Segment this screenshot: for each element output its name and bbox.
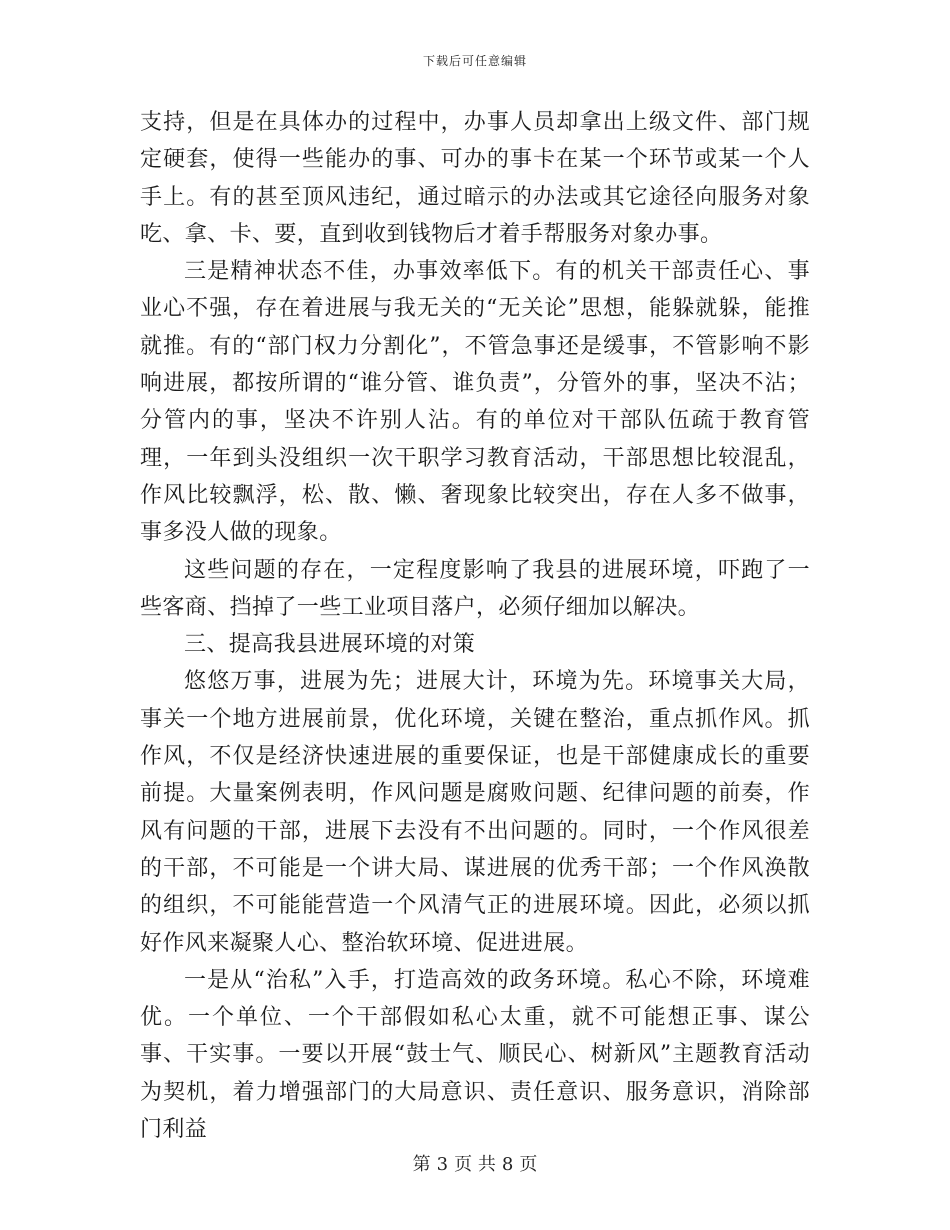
paragraph-1: 支持，但是在具体办的过程中，办事人员却拿出上级文件、部门规定硬套，使得一些能办的事、可办的事卡在某一个环节或某一个人手上。有的甚至顶风违纪，通过暗示的办法或其它途径向服务对象吃、拿、卡、要，直到收到钱物后才着手帮服务对象办事。 (140, 110, 810, 247)
page-number (0, 1154, 950, 1176)
section-heading: 三、提高我县进展环境的对策 (184, 632, 476, 658)
paragraph-4: 悠悠万事，进展为先；进展大计，环境为先。环境事关大局，事关一个地方进展前景，优化环境，关键在整治，重点抓作风。抓作风，不仅是经济快速进展的重要保证，也是干部健康成长的重要前提。大量案例表明，作风问题是腐败问题、纪律问题的前奏，作风有问题的干部，进展下去没有不出问题的。同时，一个作风很差的干部，不可能是一个讲大局、谋进展的优秀干部；一个作风涣散的组织，不可能能营造一个风清气正的进展环境。因此，必须以抓好作风来凝聚人心、整治软环境、促进进展。 (140, 669, 810, 956)
page-number-suffix: 页 (519, 1154, 538, 1175)
page-number-total: 8 (501, 1154, 514, 1175)
page-number-current: 3 (436, 1154, 449, 1175)
page-number-middle: 页 共 (454, 1154, 496, 1175)
paragraph-2: 三是精神状态不佳，办事效率低下。有的机关干部责任心、事业心不强，存在着进展与我无关的“无关论”思想，能躲就躲，能推就推。有的“部门权力分割化”，不管急事还是缓事，不管影响不影响进展，都按所谓的“谁分管、谁负责”，分管外的事，坚决不沾；分管内的事，坚决不许别人沾。有的单位对干部队伍疏于教育管理，一年到头没组织一次干职学习教育活动，干部思想比较混乱，作风比较飘浮，松、散、懒、奢现象比较突出，存在人多不做事，事多没人做的现象。 (140, 259, 810, 546)
document-body (140, 104, 810, 1148)
page-header-note: 下载后可任意编辑 (422, 54, 527, 68)
page-number-prefix: 第 (412, 1154, 431, 1175)
paragraph-5: 一是从“治私”入手，打造高效的政务环境。私心不除，环境难优。一个单位、一个干部假如私心太重，就不可能想正事、谋公事、干实事。一要以开展“鼓士气、顺民心、树新风”主题教育活动为契机，着力增强部门的大局意识、责任意识、服务意识，消除部门利益 (140, 967, 810, 1143)
paragraph-3: 这些问题的存在，一定程度影响了我县的进展环境，吓跑了一些客商、挡掉了一些工业项目落户，必须仔细加以解决。 (140, 557, 810, 620)
